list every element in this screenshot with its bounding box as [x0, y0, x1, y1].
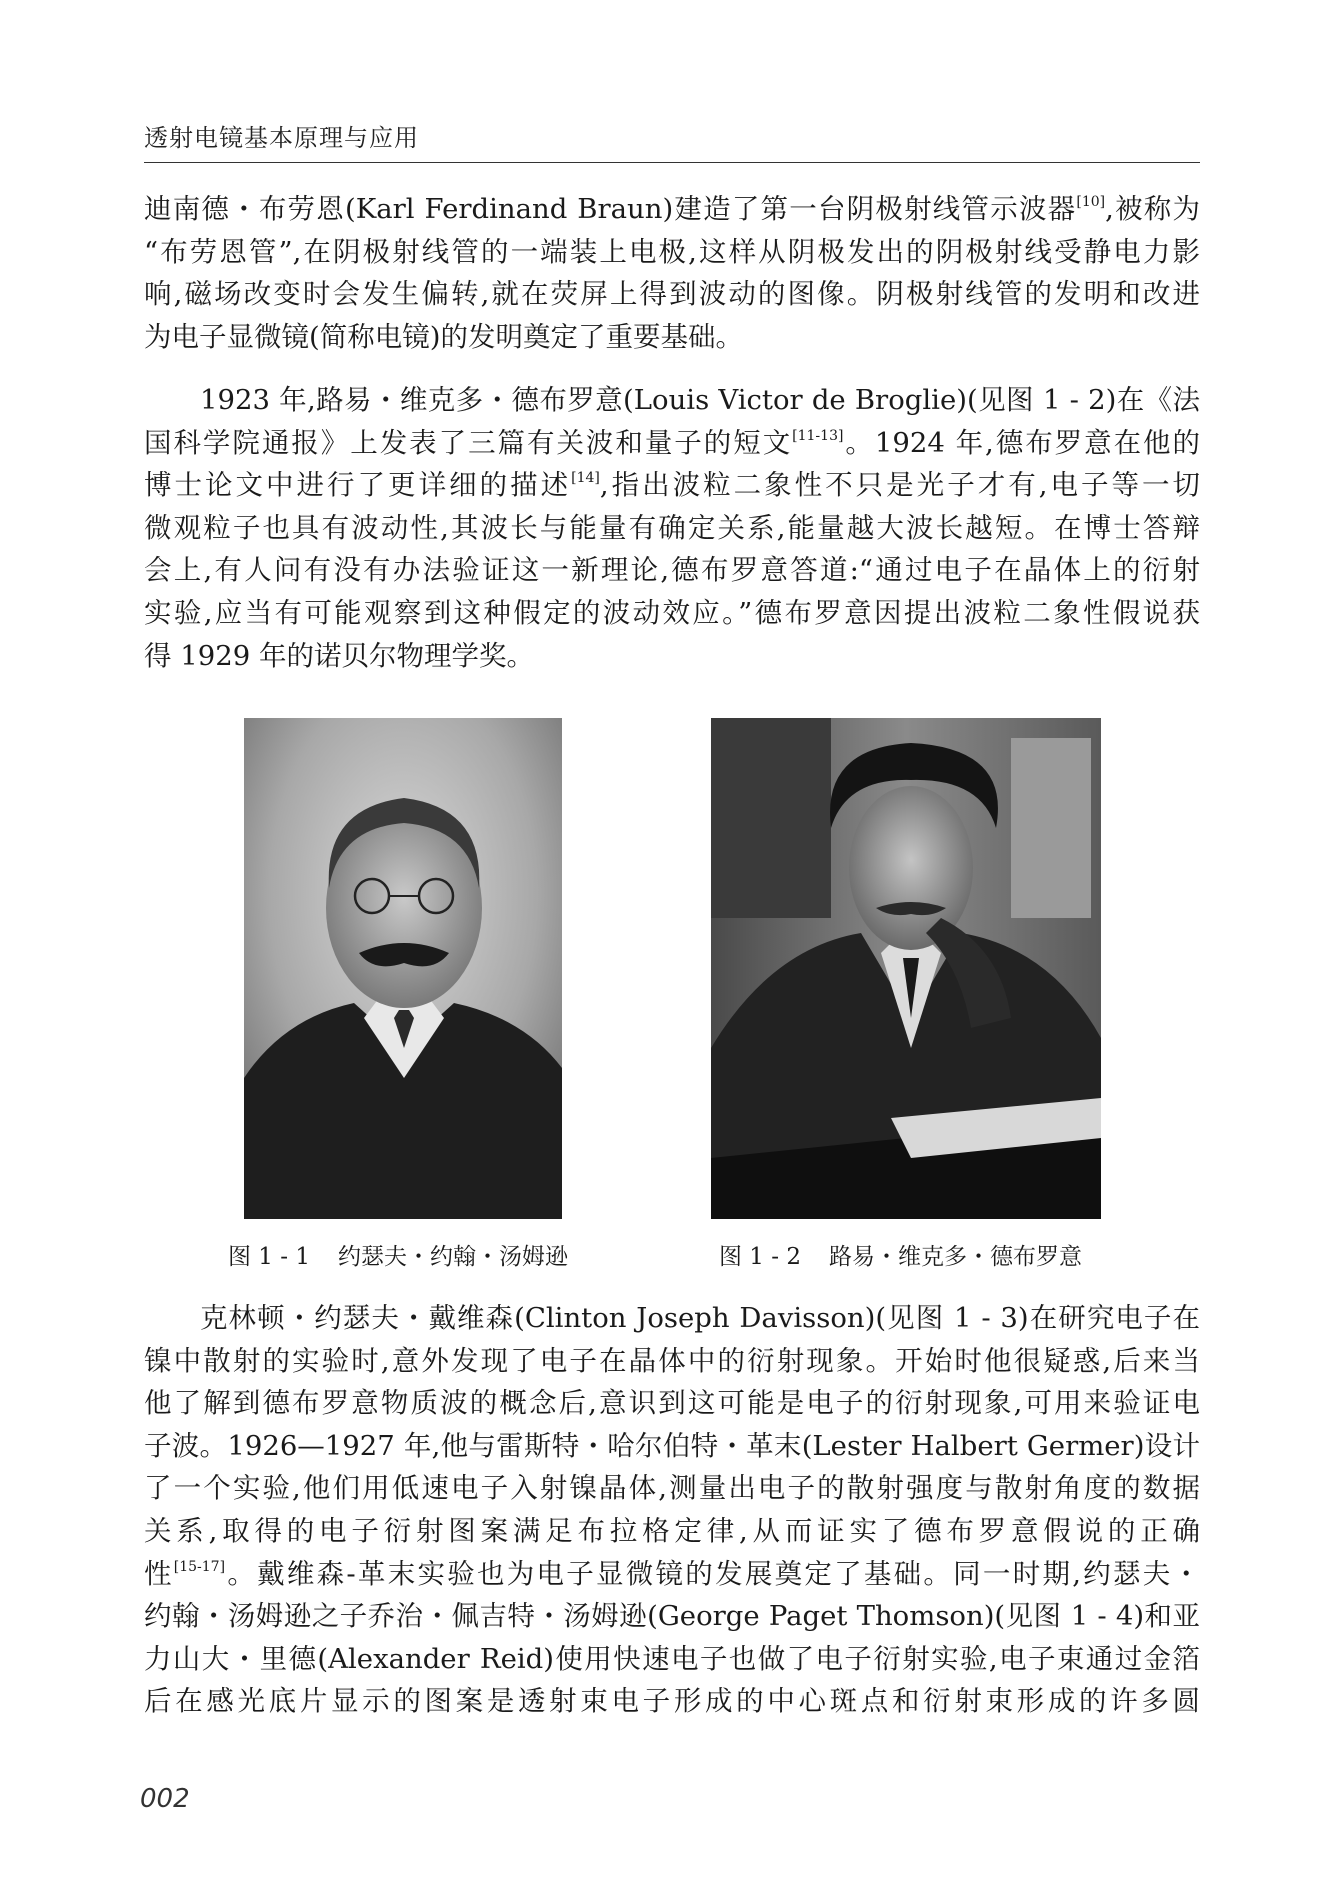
citation: [14] [571, 470, 600, 487]
portrait-photo [244, 718, 562, 1219]
text-line: 他了解到德布罗意物质波的概念后,意识到这可能是电子的衍射现象,可用来验证电 [144, 1387, 1200, 1420]
portrait-photo [711, 718, 1101, 1219]
figure-1-2-caption [719, 1238, 1082, 1271]
citation: [15-17] [173, 1558, 226, 1575]
figure-caption-text: 路易・维克多・德布罗意 [828, 1244, 1082, 1270]
text-line: 后在感光底片显示的图案是透射束电子形成的中心斑点和衍射束形成的许多圆 [144, 1685, 1200, 1718]
citation: [10] [1076, 194, 1106, 210]
citation: [11-13] [792, 427, 844, 444]
text-line: 镍中散射的实验时,意外发现了电子在晶体中的衍射现象。开始时他很疑惑,后来当 [144, 1344, 1200, 1377]
text-line: 为电子显微镜(简称电镜)的发明奠定了重要基础。 [144, 320, 743, 353]
figure-1-1-caption [228, 1238, 568, 1271]
text-line: “布劳恩管”,在阴极射线管的一端装上电极,这样从阴极发出的阴极射线受静电力影 [144, 235, 1200, 268]
text-line: 关系,取得的电子衍射图案满足布拉格定律,从而证实了德布罗意假说的正确 [144, 1514, 1200, 1547]
paragraph-2 [144, 379, 1200, 677]
paragraph-1 [144, 188, 1200, 358]
text-line: 约翰・汤姆逊之子乔治・佩吉特・汤姆逊(George Paget Thomson)(见图 1 - 4)和亚 [144, 1600, 1200, 1633]
text-line: 得 1929 年的诺贝尔物理学奖。 [144, 639, 534, 672]
header-rule [144, 162, 1200, 163]
text-line: 微观粒子也具有波动性,其波长与能量有确定关系,能量越大波长越短。在博士答辩 [144, 511, 1200, 544]
figure-caption-text: 约瑟夫・约翰・汤姆逊 [337, 1244, 568, 1270]
page-number: 002 [140, 1784, 190, 1814]
figure-number: 图 1 - 2 [719, 1244, 801, 1270]
paragraph-3 [144, 1297, 1200, 1723]
text-line: 博士论文中进行了更详细的描述[14],指出波粒二象性不只是光子才有,电子等一切 [144, 469, 1200, 502]
running-head: 透射电镜基本原理与应用 [144, 124, 419, 152]
figure-number: 图 1 - 1 [228, 1244, 310, 1270]
text-line: 子波。1926—1927 年,他与雷斯特・哈尔伯特・革末(Lester Halbert Germer)设计 [144, 1429, 1200, 1462]
text-line: 力山大・里德(Alexander Reid)使用快速电子也做了电子衍射实验,电子束通过金箔 [144, 1642, 1200, 1675]
text-line: 国科学院通报》上发表了三篇有关波和量子的短文[11-13]。1924 年,德布罗意在他的 [144, 426, 1200, 459]
text-line: 克林顿・约瑟夫・戴维森(Clinton Joseph Davisson)(见图 1 - 3)在研究电子在 [200, 1302, 1200, 1334]
text-line: 了一个实验,他们用低速电子入射镍晶体,测量出电子的散射强度与散射角度的数据 [144, 1472, 1200, 1505]
figure-thomson-portrait [244, 718, 562, 1219]
text-line: 1923 年,路易・维克多・德布罗意(Louis Victor de Broglie)(见图 1 - 2)在《法 [200, 384, 1200, 416]
text-line: 会上,有人问有没有办法验证这一新理论,德布罗意答道:“通过电子在晶体上的衍射 [144, 554, 1200, 587]
figure-de-broglie-portrait [711, 718, 1101, 1219]
text-line: 迪南德・布劳恩(Karl Ferdinand Braun)建造了第一台阴极射线管示波器[10],被称为 [144, 193, 1200, 225]
text-line: 响,磁场改变时会发生偏转,就在荧屏上得到波动的图像。阴极射线管的发明和改进 [144, 278, 1200, 311]
text-line: 性[15-17]。戴维森-革末实验也为电子显微镜的发展奠定了基础。同一时期,约瑟夫・ [144, 1557, 1201, 1590]
text-line: 实验,应当有可能观察到这种假定的波动效应。”德布罗意因提出波粒二象性假说获 [144, 596, 1200, 629]
